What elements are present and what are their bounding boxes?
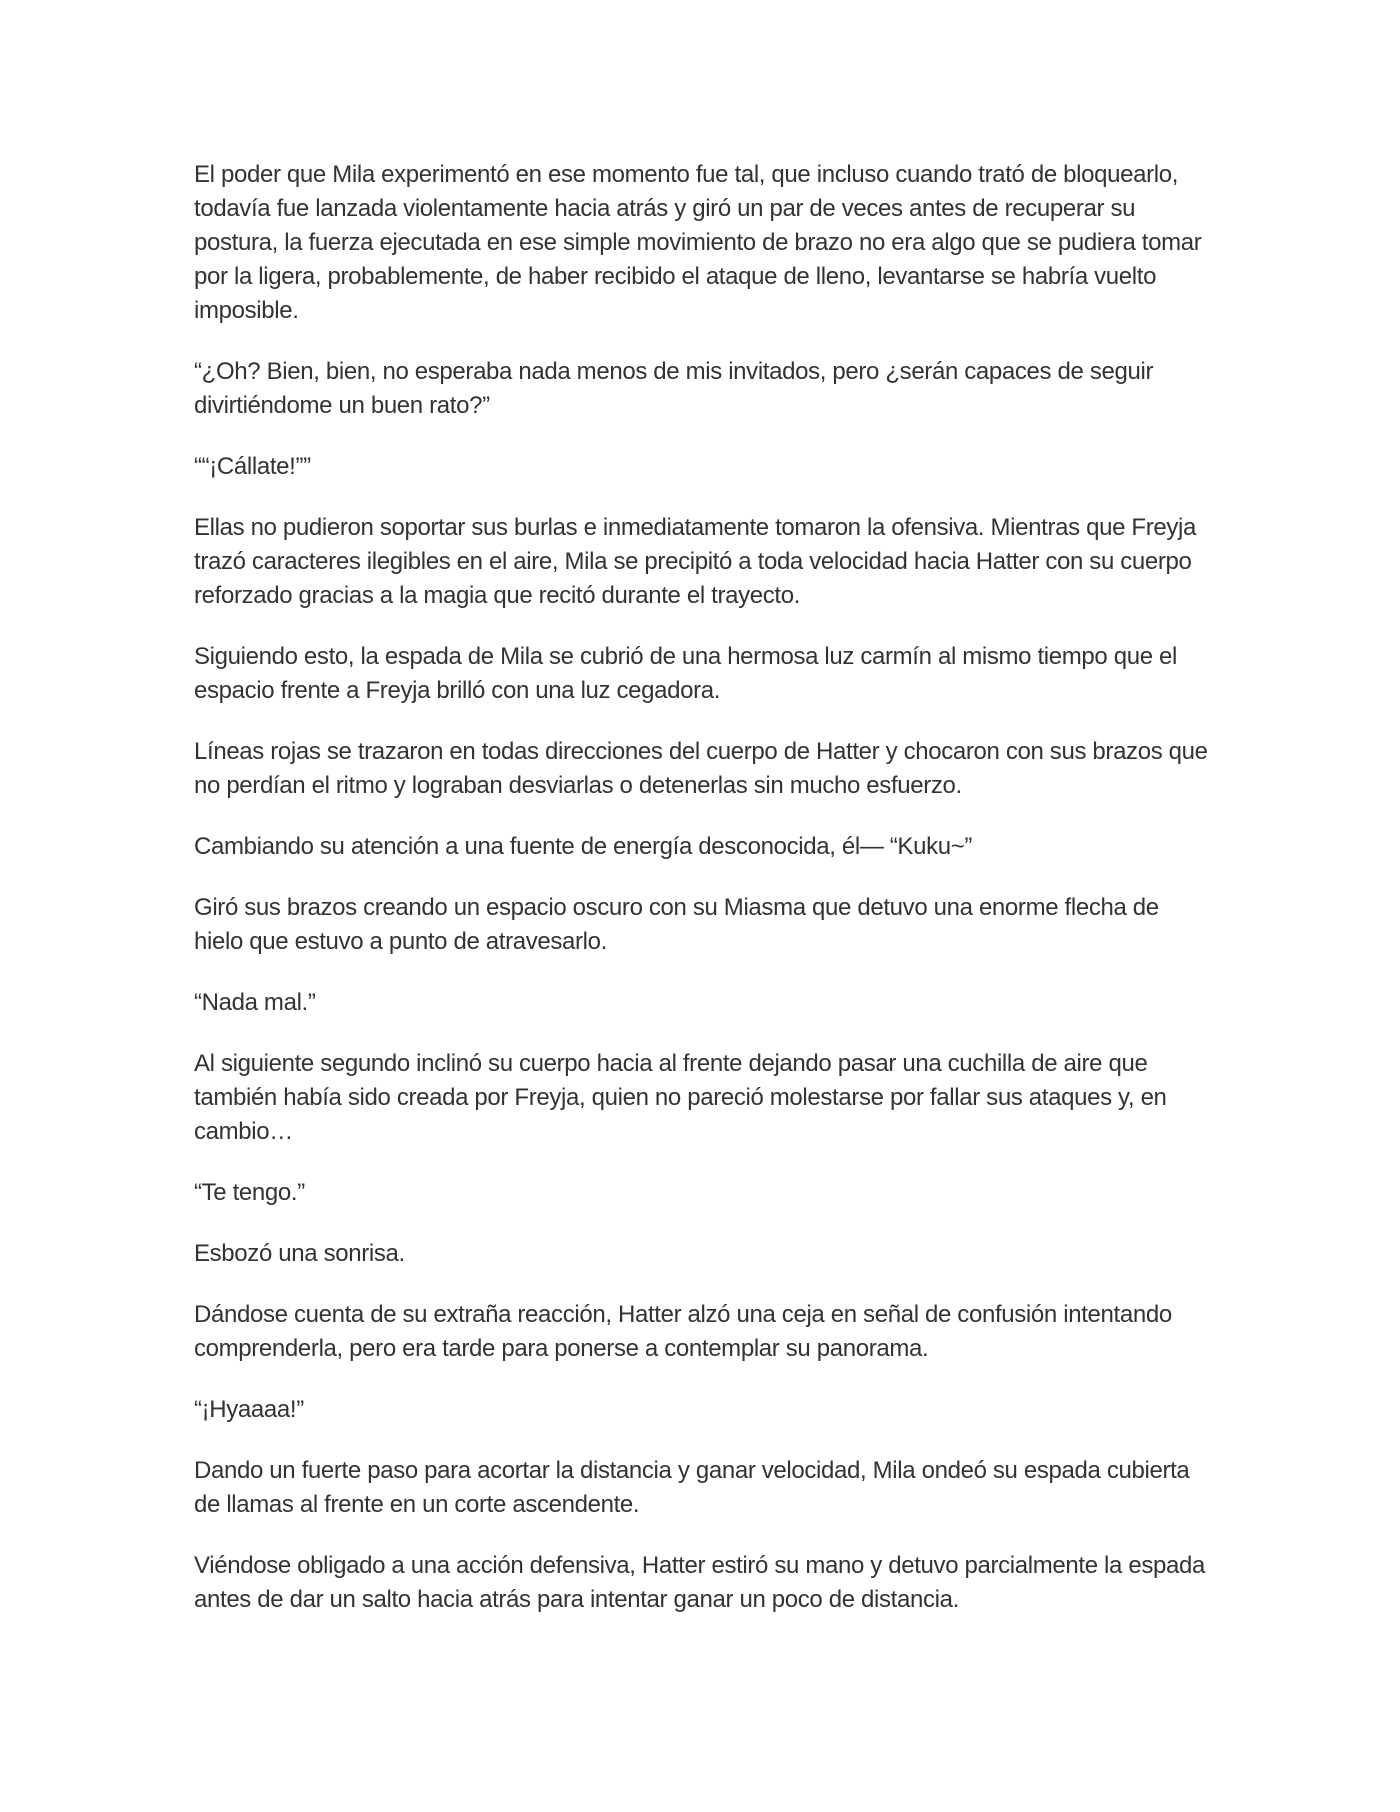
paragraph: Giró sus brazos creando un espacio oscuro con su Miasma que detuvo una enorme flecha de hielo que estuvo a punto de atravesarlo. [194,894,1159,955]
paragraph: “¡Hyaaaa!” [194,1396,304,1423]
paragraph: Dándose cuenta de su extraña reacción, Hatter alzó una ceja en señal de confusión intentando comprenderla, pero era tarde para ponerse a contemplar su panorama. [194,1301,1172,1362]
paragraph: “Te tengo.” [194,1179,305,1206]
paragraph: Dando un fuerte paso para acortar la distancia y ganar velocidad, Mila ondeó su espada cubierta de llamas al frente en un corte ascendente. [194,1457,1190,1518]
paragraph: Ellas no pudieron soportar sus burlas e inmediatamente tomaron la ofensiva. Mientras que Freyja trazó caracteres ilegibles en el aire, Mila se precipitó a toda velocidad hacia Hatter con su cuerpo reforzado gracias a la magia que recitó durante el trayecto. [194,514,1196,609]
paragraph: El poder que Mila experimentó en ese momento fue tal, que incluso cuando trató de bloquearlo, todavía fue lanzada violentamente hacia atrás y giró un par de veces antes de recuperar su postura, la fuerza ejecutada en ese simple movimiento de brazo no era algo que se pudiera tomar por la ligera, probablemente, de haber recibido el ataque de lleno, levantarse se habría vuelto imposible. [194,161,1202,324]
paragraph: Esbozó una sonrisa. [194,1240,405,1267]
paragraph: Líneas rojas se trazaron en todas direcciones del cuerpo de Hatter y chocaron con sus brazos que no perdían el ritmo y lograban desviarlas o detenerlas sin mucho esfuerzo. [194,738,1208,799]
paragraph: Viéndose obligado a una acción defensiva, Hatter estiró su mano y detuvo parcialmente la espada antes de dar un salto hacia atrás para intentar ganar un poco de distancia. [194,1552,1205,1613]
paragraph: Cambiando su atención a una fuente de energía desconocida, él— “Kuku~” [194,833,973,860]
paragraph: Al siguiente segundo inclinó su cuerpo hacia al frente dejando pasar una cuchilla de aire que también había sido creada por Freyja, quien no pareció molestarse por fallar sus ataques y, en cambio… [194,1050,1167,1145]
paragraph: “¿Oh? Bien, bien, no esperaba nada menos de mis invitados, pero ¿serán capaces de seguir divirtiéndome un buen rato?” [194,358,1154,419]
paragraph: “Nada mal.” [194,989,316,1016]
paragraph: ““¡Cállate!”” [194,453,311,480]
document-page [194,158,1214,1644]
paragraph: Siguiendo esto, la espada de Mila se cubrió de una hermosa luz carmín al mismo tiempo que el espacio frente a Freyja brilló con una luz cegadora. [194,643,1178,704]
